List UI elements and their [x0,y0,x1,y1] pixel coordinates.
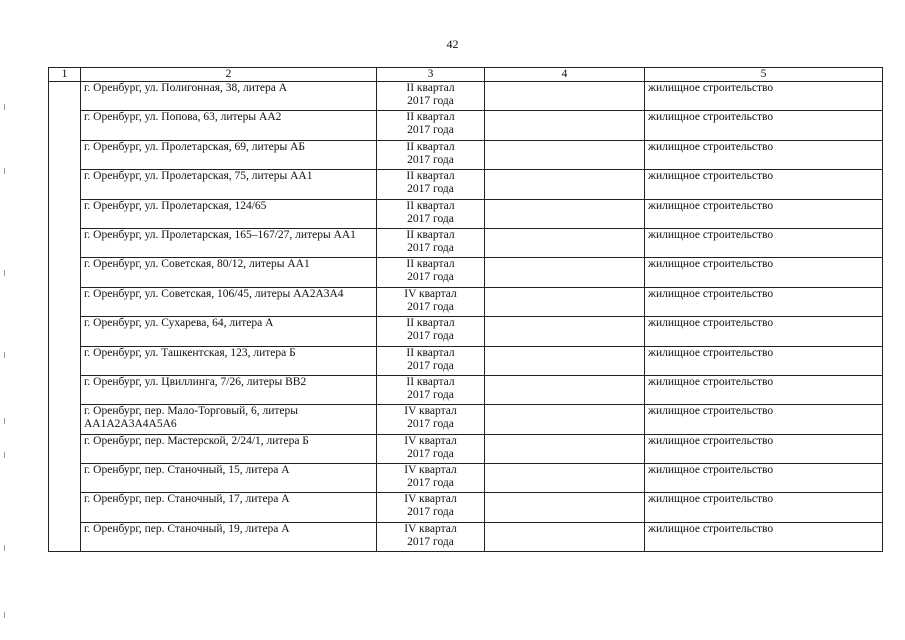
row-number-cell [49,82,81,111]
margin-mark [4,104,5,110]
page-number: 42 [446,37,459,51]
row-number-cell [49,287,81,316]
term-cell [377,493,485,522]
margin-mark [4,418,5,424]
term-year: 2017 года [407,212,454,225]
table-row [49,317,883,346]
term-year: 2017 года [407,124,454,137]
purpose-cell: жилищное строительство [645,199,883,228]
column-4-cell [485,493,645,522]
margin-mark [4,612,5,618]
term-year: 2017 года [407,241,454,254]
row-number-cell [49,493,81,522]
term-year: 2017 года [407,183,454,196]
term-cell [377,170,485,199]
row-number-cell [49,434,81,463]
column-4-cell [485,82,645,111]
term-year: 2017 года [407,300,454,313]
column-4-cell [485,111,645,140]
purpose-cell: жилищное строительство [645,375,883,404]
row-number-cell [49,317,81,346]
row-number-cell [49,346,81,375]
term-cell [377,287,485,316]
term-cell [377,346,485,375]
row-number-cell [49,258,81,287]
purpose-cell: жилищное строительство [645,228,883,257]
purpose-cell: жилищное строительство [645,434,883,463]
address-cell: г. Оренбург, ул. Пролетарская, 124/65 [81,199,377,228]
table-row [49,111,883,140]
table-row [49,140,883,169]
term-year: 2017 года [407,447,454,460]
term-quarter: IV квартал [404,522,457,535]
term-year: 2017 года [407,418,454,431]
term-quarter: IV квартал [404,405,457,418]
term-quarter: II квартал [406,111,455,124]
margin-mark [4,168,5,174]
table-row [49,375,883,404]
column-4-cell [485,346,645,375]
purpose-cell: жилищное строительство [645,464,883,493]
term-year: 2017 года [407,535,454,548]
term-year: 2017 года [407,477,454,490]
address-cell: г. Оренбург, пер. Станочный, 17, литера А [81,493,377,522]
table-row [49,228,883,257]
table-row [49,82,883,111]
purpose-cell: жилищное строительство [645,317,883,346]
row-number-cell [49,228,81,257]
purpose-cell: жилищное строительство [645,493,883,522]
margin-mark [4,270,5,276]
term-year: 2017 года [407,359,454,372]
term-year: 2017 года [407,271,454,284]
column-4-cell [485,405,645,434]
term-quarter: II квартал [406,170,455,183]
address-cell: г. Оренбург, пер. Мало-Торговый, 6, литеры АА1А2А3А4А5А6 [81,405,377,434]
column-number-row [49,68,883,82]
term-quarter: IV квартал [404,434,457,447]
address-cell: г. Оренбург, ул. Пролетарская, 69, литеры АБ [81,140,377,169]
address-cell: г. Оренбург, ул. Пролетарская, 75, литеры АА1 [81,170,377,199]
term-quarter: II квартал [406,317,455,330]
purpose-cell: жилищное строительство [645,140,883,169]
register-body [49,82,883,552]
term-year: 2017 года [407,153,454,166]
column-4-cell [485,170,645,199]
table-row [49,199,883,228]
column-4-cell [485,464,645,493]
term-cell [377,111,485,140]
table-row [49,287,883,316]
column-4-cell [485,317,645,346]
register-table [48,67,883,552]
term-year: 2017 года [407,388,454,401]
table-row [49,522,883,551]
term-year: 2017 года [407,95,454,107]
purpose-cell: жилищное строительство [645,111,883,140]
address-cell: г. Оренбург, ул. Пролетарская, 165–167/27, литеры АА1 [81,228,377,257]
term-quarter: II квартал [406,82,455,94]
column-4-cell [485,434,645,463]
term-year: 2017 года [407,506,454,519]
term-cell [377,317,485,346]
address-cell: г. Оренбург, пер. Станочный, 19, литера А [81,522,377,551]
term-cell [377,82,485,111]
address-cell: г. Оренбург, пер. Станочный, 15, литера А [81,464,377,493]
purpose-cell: жилищное строительство [645,258,883,287]
table-row [49,405,883,434]
term-cell [377,375,485,404]
purpose-cell: жилищное строительство [645,287,883,316]
table-row [49,434,883,463]
purpose-cell: жилищное строительство [645,170,883,199]
address-cell: г. Оренбург, ул. Полигонная, 38, литера А [81,82,377,111]
column-4-cell [485,140,645,169]
term-cell [377,405,485,434]
address-cell: г. Оренбург, ул. Советская, 80/12, литеры АА1 [81,258,377,287]
term-quarter: II квартал [406,228,455,241]
margin-mark [4,452,5,458]
margin-mark [4,352,5,358]
term-cell [377,464,485,493]
address-cell: г. Оренбург, ул. Ташкентская, 123, литера Б [81,346,377,375]
column-header-3: 3 [377,68,485,82]
term-cell [377,199,485,228]
column-4-cell [485,228,645,257]
purpose-cell: жилищное строительство [645,346,883,375]
term-quarter: IV квартал [404,287,457,300]
table-row [49,493,883,522]
column-4-cell [485,199,645,228]
table-row [49,258,883,287]
column-header-5: 5 [645,68,883,82]
term-cell [377,140,485,169]
column-4-cell [485,287,645,316]
term-year: 2017 года [407,330,454,343]
column-header-4: 4 [485,68,645,82]
term-cell [377,434,485,463]
term-quarter: II квартал [406,140,455,153]
address-cell: г. Оренбург, ул. Советская, 106/45, литеры АА2А3А4 [81,287,377,316]
term-quarter: IV квартал [404,464,457,477]
purpose-cell: жилищное строительство [645,522,883,551]
margin-mark [4,545,5,551]
address-cell: г. Оренбург, ул. Попова, 63, литеры АА2 [81,111,377,140]
term-quarter: II квартал [406,346,455,359]
row-number-cell [49,170,81,199]
term-quarter: II квартал [406,375,455,388]
address-cell: г. Оренбург, ул. Сухарева, 64, литера А [81,317,377,346]
table-row [49,170,883,199]
purpose-cell: жилищное строительство [645,405,883,434]
row-number-cell [49,111,81,140]
column-header-2: 2 [81,68,377,82]
term-cell [377,258,485,287]
column-4-cell [485,522,645,551]
row-number-cell [49,405,81,434]
row-number-cell [49,375,81,404]
column-4-cell [485,375,645,404]
term-quarter: II квартал [406,199,455,212]
row-number-cell [49,140,81,169]
row-number-cell [49,464,81,493]
term-cell [377,228,485,257]
column-4-cell [485,258,645,287]
address-cell: г. Оренбург, ул. Цвиллинга, 7/26, литеры ВВ2 [81,375,377,404]
address-cell: г. Оренбург, пер. Мастерской, 2/24/1, литера Б [81,434,377,463]
table-row [49,464,883,493]
table-row [49,346,883,375]
term-quarter: II квартал [406,258,455,271]
row-number-cell [49,199,81,228]
purpose-cell: жилищное строительство [645,82,883,111]
row-number-cell [49,522,81,551]
column-header-1: 1 [49,68,81,82]
term-cell [377,522,485,551]
term-quarter: IV квартал [404,493,457,506]
